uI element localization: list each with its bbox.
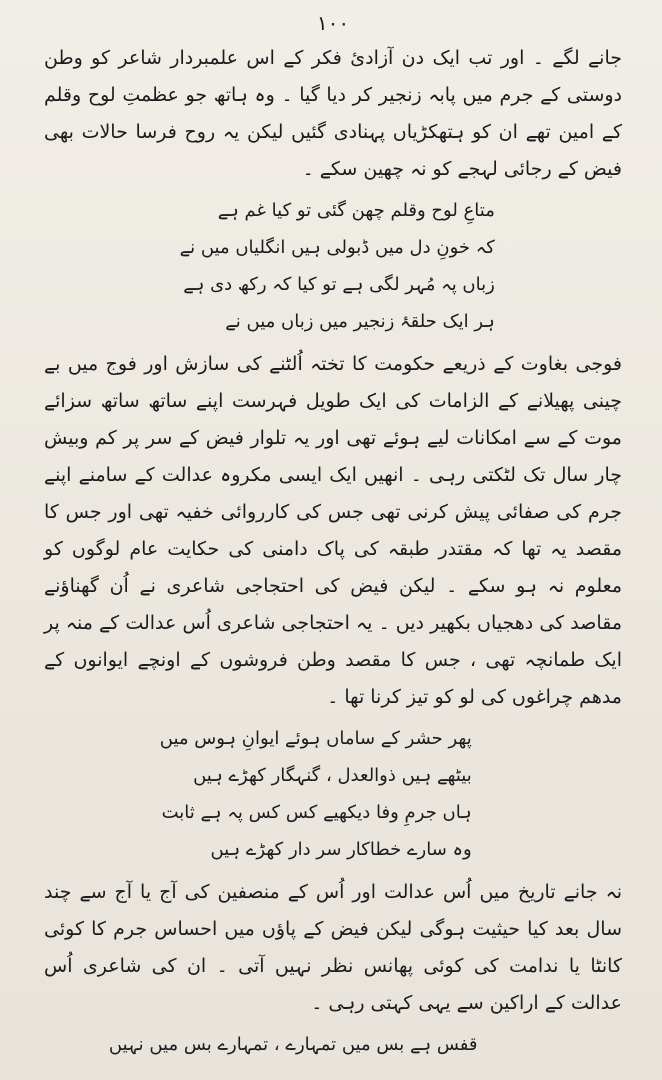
verse-block-3 <box>108 1026 478 1063</box>
verse-line: پھر حشر کے ساماں ہوئے ایوانِ ہوس میں <box>159 728 472 749</box>
verse-block-1 <box>148 192 495 340</box>
verse-line: وہ سارے خطاکار سر دار کھڑے ہیں <box>210 839 472 860</box>
paragraph-3: نہ جانے تاریخ میں اُس عدالت اور اُس کے منصفین کی آج یا آج سے چند سال بعد کیا حیثیت ہوگی لیکن فیض کے پاؤں میں احساس جرم کا کوئی کانٹا یا ندامت کی کوئی پھانس نظر نہیں آتی ۔ ان کی شاعری اُس عدالت کے اراکین سے یہی کہتی رہی ۔ <box>44 881 622 1014</box>
page-number: ۱۰۰ <box>316 11 350 35</box>
verse-line: کہ خونِ دل میں ڈبولی ہیں انگلیاں میں نے <box>179 237 495 258</box>
verse-line: متاعِ لوح وقلم چھن گئی تو کیا غم ہے <box>217 200 495 221</box>
paragraph-2: فوجی بغاوت کے ذریعے حکومت کا تختہ اُلٹنے کی سازش اور فوج میں بے چینی پھیلانے کے الزامات کی ایک طویل فہرست اپنے ساتھ ساتھ سزائے موت کے سے امکانات لیے ہوئے تھی اور یہ تلوار فیض کے سر پر کم وبیش چار سال تک لٹکتی رہی ۔ انھیں ایک ایسی مکروہ عدالت کے سامنے اپنے جرم کی صفائی پیش کرنی تھی جس کی کارروائی خفیہ تھی اور جس کا مقصد یہ تھا کہ مقتدر طبقہ کی پاک دامنی کی حکایت عام لوگوں کو معلوم نہ ہو سکے ۔ لیکن فیض کی احتجاجی شاعری نے اُن گھناؤنے مقاصد کی دھجیاں بکھیر دیں ۔ یہ احتجاجی شاعری اُس عدالت کے منہ پر ایک طمانچہ تھی ، جس کا مقصد وطن فروشوں کے اونچے ایوانوں کے مدھم چراغوں کی لو کو تیز کرنا تھا ۔ <box>44 353 622 708</box>
verse-line: بیٹھے ہیں ذوالعدل ، گنہگار کھڑے ہیں <box>193 765 472 786</box>
verse-line: ہر ایک حلقۂ زنجیر میں زباں میں نے <box>225 311 495 332</box>
verse-block-2 <box>125 720 472 868</box>
verse-line: قفس ہے بس میں تمہارے ، تمہارے بس میں نہیں <box>108 1034 478 1055</box>
verse-line: ہاں جرمِ وفا دیکھیے کس کس پہ ہے ثابت <box>161 802 472 823</box>
page-content <box>44 40 622 1063</box>
verse-line: زباں پہ مُہر لگی ہے تو کیا کہ رکھ دی ہے <box>183 274 495 295</box>
paragraph-1: جانے لگے ۔ اور تب ایک دن آزادئ فکر کے اس علمبردار شاعر کو وطن دوستی کے جرم میں پابہ زنجیر کر دیا گیا ۔ وہ ہاتھ جو عظمتِ لوح وقلم کے امین تھے ان کو ہتھکڑیاں پہنادی گئیں لیکن یہ روح فرسا حالات بھی فیض کے رجائی لہجے کو نہ چھین سکے ۔ <box>44 47 622 180</box>
